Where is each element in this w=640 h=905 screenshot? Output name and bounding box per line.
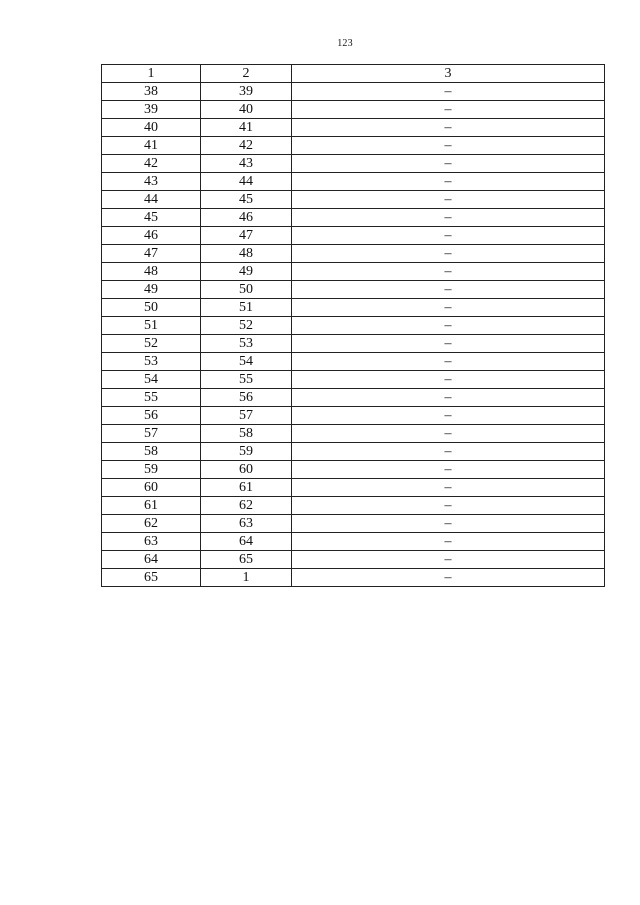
- table-cell-col3: –: [292, 515, 605, 533]
- table-cell-col2: 39: [201, 83, 292, 101]
- table-row: [102, 497, 605, 515]
- table-cell-col2: 51: [201, 299, 292, 317]
- table-cell-col1: 48: [102, 263, 201, 281]
- table-cell-col2: 55: [201, 371, 292, 389]
- table-cell-col2: 64: [201, 533, 292, 551]
- table-cell-col1: 46: [102, 227, 201, 245]
- table-cell-col3: –: [292, 155, 605, 173]
- table-cell-col3: –: [292, 245, 605, 263]
- table-cell-col3: –: [292, 83, 605, 101]
- table-cell-col3: –: [292, 191, 605, 209]
- table-row: [102, 227, 605, 245]
- table-cell-col2: 58: [201, 425, 292, 443]
- table-cell-col3: –: [292, 101, 605, 119]
- table-row: [102, 461, 605, 479]
- table-cell-col3: –: [292, 497, 605, 515]
- table-cell-col3: –: [292, 263, 605, 281]
- table-row: [102, 569, 605, 587]
- table-row: [102, 137, 605, 155]
- table-cell-col2: 59: [201, 443, 292, 461]
- table-cell-col3: –: [292, 425, 605, 443]
- table-cell-col3: –: [292, 389, 605, 407]
- table-cell-col3: –: [292, 443, 605, 461]
- table-cell-col1: 40: [102, 119, 201, 137]
- table-cell-col1: 52: [102, 335, 201, 353]
- table-cell-col2: 45: [201, 191, 292, 209]
- table-row: [102, 371, 605, 389]
- page-number: 123: [337, 38, 353, 49]
- table-cell-col1: 39: [102, 101, 201, 119]
- table-cell-col1: 62: [102, 515, 201, 533]
- table-cell-col3: –: [292, 551, 605, 569]
- table-row: [102, 389, 605, 407]
- table-cell-col3: –: [292, 533, 605, 551]
- table-cell-col1: 44: [102, 191, 201, 209]
- table-cell-col3: –: [292, 461, 605, 479]
- table-cell-col3: –: [292, 353, 605, 371]
- table-cell-col2: 1: [201, 569, 292, 587]
- table-header: [102, 65, 605, 83]
- table-row: [102, 479, 605, 497]
- table-cell-col3: –: [292, 317, 605, 335]
- table-cell-col1: 51: [102, 317, 201, 335]
- table-cell-col1: 65: [102, 569, 201, 587]
- table-cell-col2: 43: [201, 155, 292, 173]
- table-cell-col3: –: [292, 371, 605, 389]
- table-row: [102, 191, 605, 209]
- table-cell-col2: 62: [201, 497, 292, 515]
- table-row: [102, 101, 605, 119]
- table-cell-col3: –: [292, 119, 605, 137]
- table-cell-col1: 53: [102, 353, 201, 371]
- table-row: [102, 425, 605, 443]
- table-row: [102, 245, 605, 263]
- table-cell-col2: 49: [201, 263, 292, 281]
- table-cell-col3: –: [292, 281, 605, 299]
- table-cell-col3: –: [292, 335, 605, 353]
- table-cell-col1: 54: [102, 371, 201, 389]
- table-cell-col1: 59: [102, 461, 201, 479]
- table-cell-col2: 61: [201, 479, 292, 497]
- table-cell-col2: 50: [201, 281, 292, 299]
- table-row: [102, 533, 605, 551]
- table-row: [102, 209, 605, 227]
- table-cell-col3: –: [292, 407, 605, 425]
- table-row: [102, 317, 605, 335]
- table-cell-col2: 65: [201, 551, 292, 569]
- table-cell-col2: 41: [201, 119, 292, 137]
- table-row: [102, 83, 605, 101]
- table-cell-col1: 64: [102, 551, 201, 569]
- table-cell-col2: 52: [201, 317, 292, 335]
- table-cell-col1: 45: [102, 209, 201, 227]
- table-cell-col1: 50: [102, 299, 201, 317]
- table-cell-col1: 43: [102, 173, 201, 191]
- table-row: [102, 281, 605, 299]
- table-header-row: [102, 65, 605, 83]
- column-header-2: 2: [201, 65, 292, 83]
- table-cell-col2: 60: [201, 461, 292, 479]
- table-cell-col1: 61: [102, 497, 201, 515]
- table-cell-col1: 63: [102, 533, 201, 551]
- table-row: [102, 515, 605, 533]
- table-cell-col1: 56: [102, 407, 201, 425]
- column-header-1: 1: [102, 65, 201, 83]
- table-cell-col1: 41: [102, 137, 201, 155]
- table-cell-col1: 47: [102, 245, 201, 263]
- table-cell-col1: 60: [102, 479, 201, 497]
- data-table: [101, 64, 605, 587]
- table-row: [102, 119, 605, 137]
- table-cell-col3: –: [292, 227, 605, 245]
- table-row: [102, 443, 605, 461]
- table-cell-col3: –: [292, 479, 605, 497]
- table-cell-col2: 56: [201, 389, 292, 407]
- table-cell-col2: 46: [201, 209, 292, 227]
- table-body: [102, 83, 605, 587]
- table-cell-col2: 42: [201, 137, 292, 155]
- table-cell-col1: 58: [102, 443, 201, 461]
- table-cell-col2: 44: [201, 173, 292, 191]
- column-header-3: 3: [292, 65, 605, 83]
- table-cell-col1: 49: [102, 281, 201, 299]
- table-cell-col2: 63: [201, 515, 292, 533]
- table-row: [102, 551, 605, 569]
- table-cell-col3: –: [292, 209, 605, 227]
- table-row: [102, 335, 605, 353]
- table-cell-col3: –: [292, 569, 605, 587]
- table-cell-col1: 55: [102, 389, 201, 407]
- table-cell-col1: 57: [102, 425, 201, 443]
- table-cell-col2: 40: [201, 101, 292, 119]
- table-cell-col2: 48: [201, 245, 292, 263]
- table-cell-col3: –: [292, 299, 605, 317]
- table-row: [102, 155, 605, 173]
- table-cell-col2: 57: [201, 407, 292, 425]
- table-cell-col2: 53: [201, 335, 292, 353]
- table-cell-col1: 38: [102, 83, 201, 101]
- table-row: [102, 173, 605, 191]
- table-row: [102, 407, 605, 425]
- table-cell-col2: 47: [201, 227, 292, 245]
- table-cell-col3: –: [292, 173, 605, 191]
- table-cell-col1: 42: [102, 155, 201, 173]
- table-cell-col3: –: [292, 137, 605, 155]
- table-row: [102, 353, 605, 371]
- table-cell-col2: 54: [201, 353, 292, 371]
- table-row: [102, 263, 605, 281]
- table-row: [102, 299, 605, 317]
